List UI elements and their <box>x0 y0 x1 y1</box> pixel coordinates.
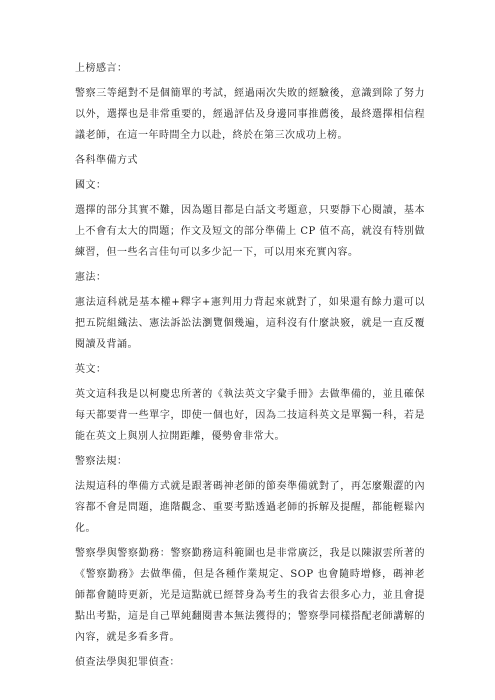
heading-constitution: 憲法： <box>75 272 107 283</box>
heading-police-law: 警察法規： <box>75 456 128 467</box>
document-body <box>75 58 425 677</box>
paragraph-police-duty: 警察學與警察勤務：警察勤務這科範圍也是非常廣泛，我是以陳淑雲所著的《警察勤務》去做準備，但是各種作業規定、SOP 也會隨時增修，碼神老師都會隨時更新，光是這點就已經替身為考生的我省去很多心力，並且會提點出考點，這是自己單純翻閱書本無法獲得的；警察學同樣搭配老師講解的內容，就是多看多背。 <box>75 548 425 643</box>
heading-english: 英文： <box>75 364 107 375</box>
paragraph-constitution: 憲法這科就是基本權+釋字+憲判用力背起來就對了，如果還有餘力還可以把五院組織法、憲法訴訟法瀏覽個幾遍，這科沒有什麼訣竅，就是一直反覆閱讀及背誦。 <box>75 297 425 350</box>
paragraph-chinese: 選擇的部分其實不難，因為題目都是白話文考題意，只要靜下心閱讀，基本上不會有太大的問題；作文及短文的部分準備上 CP 值不高，就沒有特別做練習，但一些名言佳句可以多少記一下，可以用來充實內容。 <box>75 205 425 258</box>
heading-acceptance-speech: 上榜感言： <box>75 63 128 74</box>
heading-chinese: 國文： <box>75 180 107 191</box>
paragraph-english: 英文這科我是以柯慶忠所著的《執法英文字彙手冊》去做準備的，並且確保每天都要背一些單字，即使一個也好，因為二技這科英文是單獨一科，若是能在英文上與別人拉開距離，優勢會非常大。 <box>75 389 425 442</box>
paragraph-police-law: 法規這科的準備方式就是跟著碼神老師的節奏準備就對了，再怎麼艱澀的內容都不會是問題，進階觀念、重要考點透過老師的拆解及提醒，都能輕鬆內化。 <box>75 481 425 534</box>
heading-investigation: 偵查法學與犯罪偵查： <box>75 657 180 668</box>
paragraph-intro: 警察三等絕對不是個簡單的考試，經過兩次失敗的經驗後，意識到除了努力以外，選擇也是非常重要的，經過評估及身邊同事推薦後，最終選擇相信程議老師，在這一年時間全力以赴，終於在第三次成功上榜。 <box>75 88 425 141</box>
heading-preparation-methods: 各科準備方式 <box>75 155 138 166</box>
